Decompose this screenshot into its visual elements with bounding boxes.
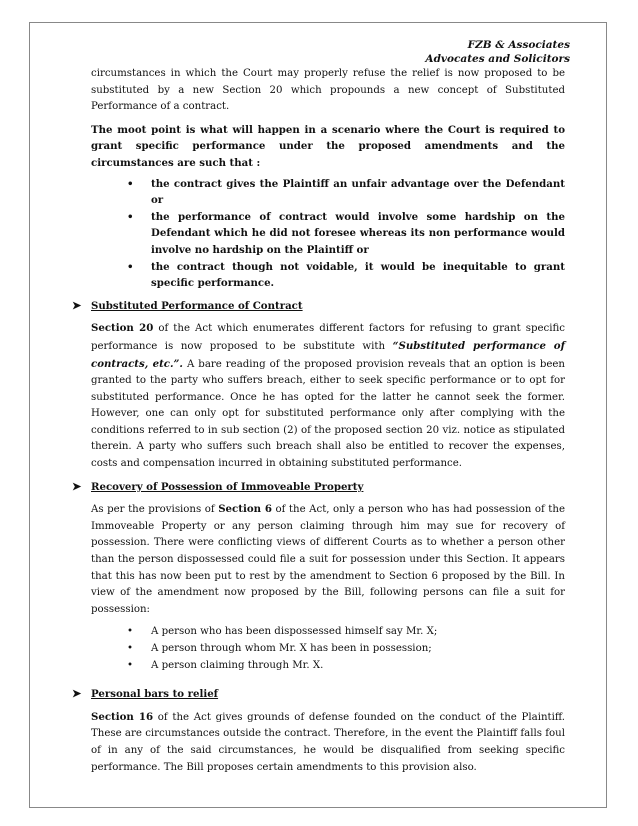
arrow-bullet-icon: ➤ — [72, 298, 82, 312]
section-heading-text: Personal bars to relief — [91, 688, 219, 701]
list-item: • A person who has been dispossessed himself say Mr. X; — [121, 624, 565, 641]
section-heading-personal-bars — [72, 686, 565, 703]
section-reference: Section 16 — [91, 710, 154, 723]
list-item: • the contract gives the Plaintiff an unfair advantage over the Defendant or — [121, 176, 565, 209]
list-item: • A person through whom Mr. X has been in possession; — [121, 641, 565, 658]
possession-bullet-list — [91, 624, 565, 674]
document-body — [72, 66, 566, 776]
list-item: • the contract though not voidable, it would be inequitable to grant specific performance. — [121, 259, 565, 292]
paragraph-text: A bare reading of the proposed provision reveals that an option is been granted to the party who suffers breach, either to seek specific performance or to opt for substituted performance. Once he has opted for the latter he cannot seek the former. However, one can only opt for substituted performance only after complying with the conditions referred to in sub section (2) of the proposed section 20 viz. notice as stipulated therein. A party who suffers such breach shall also be entitled to recover the expenses, costs and compensation incurred in obtaining substituted performance. — [91, 358, 565, 470]
section-paragraph — [91, 320, 565, 472]
arrow-bullet-icon: ➤ — [72, 687, 82, 701]
paragraph-text: of the Act gives grounds of defense founded on the conduct of the Plaintiff. These are circumstances outside the contract. Therefore, in the event the Plaintiff falls foul of in any of the said circumstances, he would be disqualified from seeking specific performance. The Bill proposes certain amendments to this provision also. — [91, 711, 565, 773]
arrow-bullet-icon: ➤ — [72, 479, 82, 493]
section-reference: Section 6 — [218, 503, 272, 516]
moot-bullet-list — [91, 176, 565, 292]
firm-tagline: Advocates and Solicitors — [425, 53, 570, 65]
paragraph-text: As per the provisions of — [91, 504, 219, 516]
section-heading-text: Substituted Performance of Contract — [91, 299, 303, 312]
list-item: • the performance of contract would involve some hardship on the Defendant which he did not foresee whereas its non performance would involve no hardship on the Plaintiff or — [121, 209, 565, 259]
moot-point: The moot point is what will happen in a scenario where the Court is required to grant specific performance under the proposed amendments and the circumstances are such that : — [91, 123, 565, 169]
firm-name: FZB & Associates — [467, 39, 570, 51]
section-paragraph — [91, 501, 565, 618]
section-heading-text: Recovery of Possession of Immoveable Property — [91, 480, 364, 493]
section-heading-substituted-performance — [72, 298, 565, 315]
intro-paragraph: circumstances in which the Court may properly refuse the relief is now proposed to be substituted by a new Section 20 which propounds a new concept of Substituted Performance of a contract. — [91, 68, 565, 113]
section-heading-recovery-of-possession — [72, 479, 565, 496]
letterhead — [425, 38, 570, 66]
quoted-title: “Substituted performance of contracts, etc.”. — [91, 339, 565, 370]
paragraph-text: of the Act, only a person who has had possession of the Immoveable Property or any person claiming through him may sue for recovery of possession. There were conflicting views of different Courts as to whether a person other than the person dispossessed could file a suit for possession under this Section. It appears that this has now been put to rest by the amendment to Section 6 proposed by the Bill. In view of the amendment now proposed by the Bill, following persons can file a suit for possession: — [91, 504, 565, 615]
paragraph-text: of the Act which enumerates different factors for refusing to grant specific performance is now proposed to be substitute with — [91, 323, 566, 352]
section-paragraph — [91, 709, 565, 776]
section-reference: Section 20 — [91, 322, 154, 335]
list-item: • A person claiming through Mr. X. — [121, 658, 565, 675]
